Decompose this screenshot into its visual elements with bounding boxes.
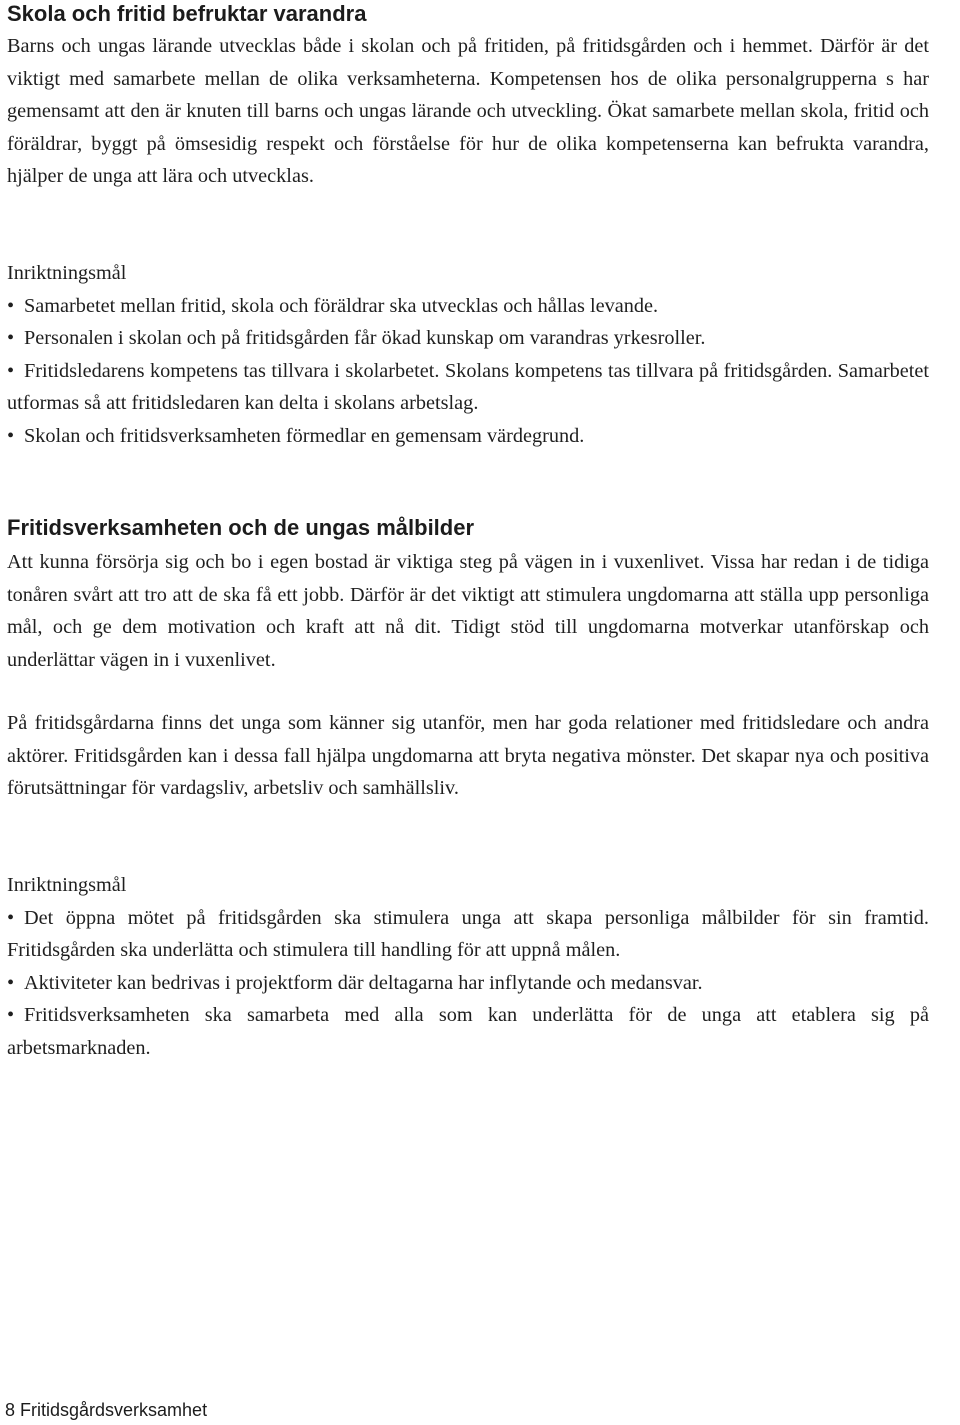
section2-body [7,546,929,676]
bullet-icon: • [7,971,15,994]
section2-paragraph-1: Att kunna försörja sig och bo i egen bostad är viktiga steg på vägen in i vuxenlivet. Vissa har redan i de tidiga tonåren svårt att tro att de ska få ett jobb. Därför är det viktigt att stimulera ungdomarna att ställa upp personliga mål, och ge dem motivation och kraft att nå dit. Tidigt stöd till ungdomarna motverkar utanförskap och underlättar vägen in i vuxenlivet. [7,551,929,671]
list-item: • Aktiviteter kan bedrivas i projektform där deltagarna har inflytande och medansvar. [7,967,929,1000]
section2-body-2 [7,707,929,805]
section1-goals [7,257,929,452]
page-footer: 8 Fritidsgårdsverksamhet [5,1400,208,1420]
bullet-icon: • [7,906,15,929]
section1-paragraph: Barns och ungas lärande utvecklas både i skolan och på fritiden, på fritidsgården och i hemmet. Därför är det viktigt med samarbete mellan de olika verksamheterna. Kompetensen hos de olika personalgrupperna s har gemensamt att den är knuten till barns och ungas lärande och utveckling. Ökat samarbete mellan skola, fritid och föräldrar, byggt på ömsesidig respekt och förståelse för hur de olika kompetenserna kan befrukta varandra, hjälper de unga att lära och utvecklas. [7,35,929,187]
bullet-icon: • [7,1004,15,1026]
section-heading-malbilder: Fritidsverksamheten och de ungas målbilder [7,515,475,540]
section2-paragraph-2: På fritidsgårdarna finns det unga som känner sig utanför, men har goda relationer med fritidsledare och andra aktörer. Fritidsgården kan i dessa fall hjälpa ungdomarna att bryta negativa mönster. Det skapar nya och positiva förutsättningar för vardagsliv, arbetsliv och samhällsliv. [7,712,929,799]
goals-heading: Inriktningsmål [7,874,127,896]
section2-goals [7,869,929,1064]
bullet-icon: • [7,294,15,317]
bullet-icon: • [7,327,15,349]
bullet-icon: • [7,424,15,447]
goals-heading: Inriktningsmål [7,262,127,284]
list-item: • Skolan och fritidsverksamheten förmedlar en gemensam värdegrund. [7,420,929,453]
section1-body [7,30,929,193]
list-item: • Fritidsledarens kompetens tas tillvara i skolarbetet. Skolans kompetens tas tillvara på fritidsgården. Samarbetet utformas så att fritidsledaren kan delta i skolans arbetslag. [7,355,929,420]
list-item: • Personalen i skolan och på fritidsgården får ökad kunskap om varandras yrkesroller. [7,322,929,355]
section-heading-skola-och-fritid: Skola och fritid befruktar varandra [7,1,367,26]
list-item: • Fritidsverksamheten ska samarbeta med alla som kan underlätta för de unga att etablera sig på arbetsmarknaden. [7,999,929,1064]
list-item: • Samarbetet mellan fritid, skola och föräldrar ska utvecklas och hållas levande. [7,290,929,323]
list-item: • Det öppna mötet på fritidsgården ska stimulera unga att skapa personliga målbilder för sin framtid. Fritidsgården ska underlätta och stimulera till handling för att uppnå målen. [7,902,929,967]
bullet-icon: • [7,359,15,382]
